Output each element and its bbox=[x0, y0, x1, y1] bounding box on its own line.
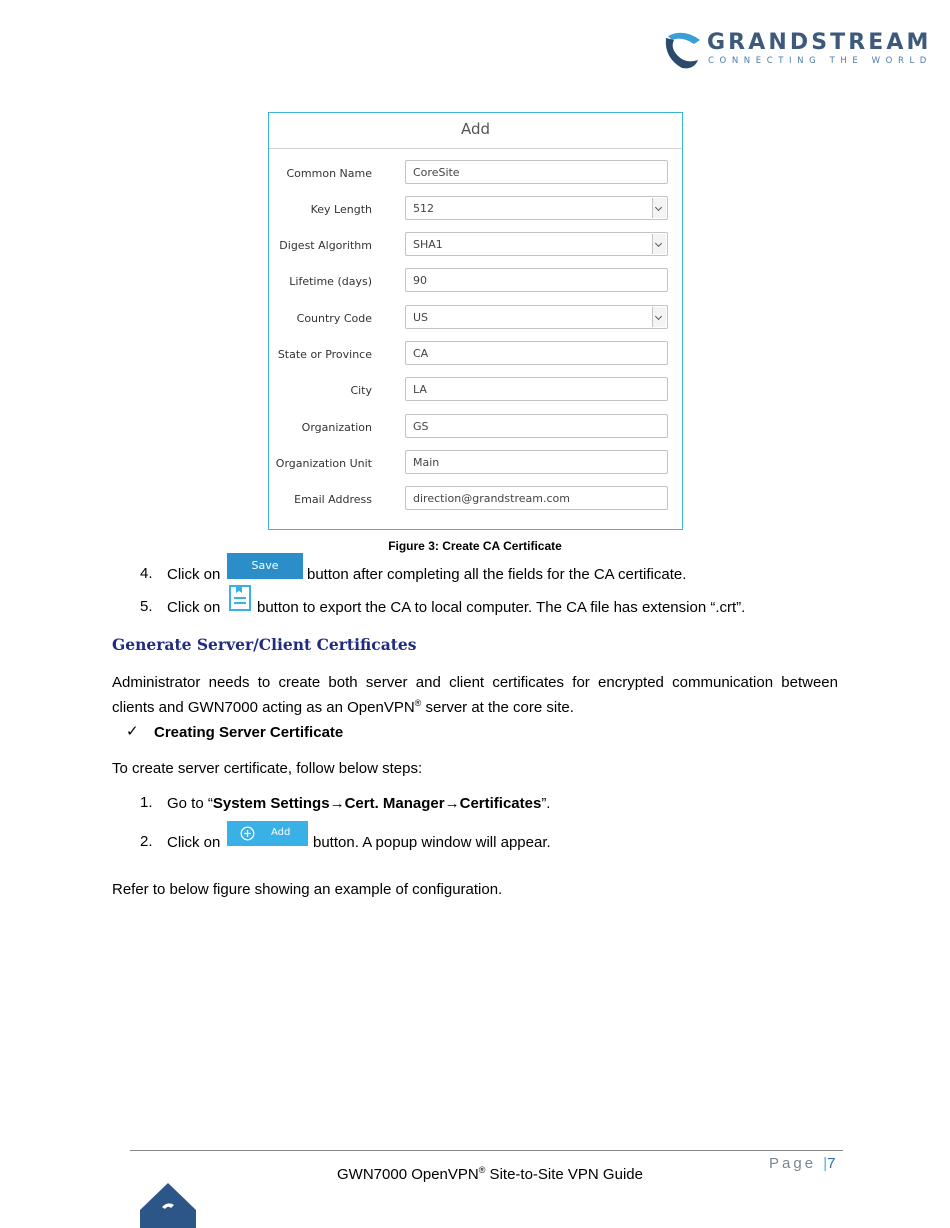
city-value: LA bbox=[413, 383, 427, 396]
lifetime-input[interactable] bbox=[405, 268, 668, 292]
step-number: 2. bbox=[140, 833, 153, 850]
state-row bbox=[269, 341, 682, 367]
organization-unit-label: Organization Unit bbox=[275, 457, 372, 470]
key-length-select[interactable] bbox=[405, 196, 668, 220]
digest-algorithm-value: SHA1 bbox=[413, 238, 443, 251]
digest-algorithm-select[interactable] bbox=[405, 232, 668, 256]
common-name-value: CoreSite bbox=[413, 166, 460, 179]
country-code-value: US bbox=[413, 311, 429, 324]
city-row bbox=[269, 377, 682, 403]
digest-algorithm-row bbox=[269, 232, 682, 258]
grandstream-logo-icon bbox=[664, 30, 702, 70]
email-value: direction@grandstream.com bbox=[413, 492, 570, 505]
step-text: button after completing all the fields for the CA certificate. bbox=[307, 566, 687, 583]
email-input[interactable] bbox=[405, 486, 668, 510]
lifetime-value: 90 bbox=[413, 274, 427, 287]
country-code-row bbox=[269, 305, 682, 331]
export-icon[interactable] bbox=[228, 585, 252, 611]
refer-text: Refer to below figure showing an example of configuration. bbox=[112, 881, 503, 898]
state-value: CA bbox=[413, 347, 429, 360]
page-separator: | bbox=[823, 1155, 828, 1172]
step-text: Click on bbox=[167, 566, 221, 583]
step-text: button. A popup window will appear. bbox=[313, 834, 551, 851]
checkmark-icon: ✓ bbox=[126, 723, 139, 740]
chevron-down-icon[interactable] bbox=[652, 307, 666, 327]
figure-caption: Figure 3: Create CA Certificate bbox=[388, 539, 562, 553]
organization-input[interactable] bbox=[405, 414, 668, 438]
email-label: Email Address bbox=[294, 493, 372, 506]
step-text-part: Go to “ bbox=[167, 795, 213, 812]
arrow-icon: → bbox=[329, 795, 345, 812]
state-label: State or Province bbox=[277, 348, 372, 361]
organization-unit-row bbox=[269, 450, 682, 476]
city-label: City bbox=[350, 384, 372, 397]
add-button-label: Add bbox=[271, 827, 291, 838]
organization-unit-input[interactable] bbox=[405, 450, 668, 474]
common-name-input[interactable] bbox=[405, 160, 668, 184]
chevron-down-icon[interactable] bbox=[652, 198, 666, 218]
step-number: 4. bbox=[140, 565, 153, 582]
step-text: Click on bbox=[167, 834, 221, 851]
footer-divider bbox=[130, 1150, 843, 1151]
to-create-text: To create server certificate, follow below steps: bbox=[112, 760, 423, 777]
check-item-label: Creating Server Certificate bbox=[154, 724, 344, 741]
intro-line-2 bbox=[112, 693, 574, 718]
step-text: Click on bbox=[167, 599, 221, 616]
step-text bbox=[167, 794, 550, 814]
menu-path-certificates: Certificates bbox=[459, 795, 542, 812]
step-text-part: ”. bbox=[541, 795, 551, 812]
organization-value: GS bbox=[413, 420, 429, 433]
footer-title-text: GWN7000 OpenVPN bbox=[337, 1166, 479, 1183]
registered-mark: ® bbox=[478, 1165, 486, 1175]
section-heading: Generate Server/Client Certificates bbox=[112, 635, 417, 654]
menu-path-cert-manager: Cert. Manager bbox=[344, 795, 445, 812]
chevron-down-icon[interactable] bbox=[652, 234, 666, 254]
lifetime-label: Lifetime (days) bbox=[289, 275, 372, 288]
city-input[interactable] bbox=[405, 377, 668, 401]
page-number bbox=[769, 1155, 835, 1172]
page-num-value: 7 bbox=[827, 1155, 836, 1172]
save-button[interactable]: Save bbox=[227, 553, 303, 579]
dialog-title: Add bbox=[269, 113, 682, 149]
state-input[interactable] bbox=[405, 341, 668, 365]
menu-path-system-settings: System Settings bbox=[212, 795, 330, 812]
arrow-icon: → bbox=[444, 795, 460, 812]
organization-row bbox=[269, 414, 682, 440]
intro-line-1: Administrator needs to create both server and client certificates for encrypted communication between bbox=[112, 674, 838, 691]
common-name-row bbox=[269, 160, 682, 186]
common-name-label: Common Name bbox=[286, 167, 372, 180]
page-word: Page bbox=[769, 1155, 817, 1172]
footer-logo-icon bbox=[140, 1183, 196, 1228]
plus-circle-icon bbox=[240, 826, 255, 841]
logo-wordmark: GRANDSTREAM bbox=[707, 30, 932, 55]
registered-mark: ® bbox=[414, 698, 422, 708]
step-text: button to export the CA to local computer. The CA file has extension “.crt”. bbox=[257, 599, 746, 616]
add-button[interactable] bbox=[227, 821, 308, 846]
organization-unit-value: Main bbox=[413, 456, 440, 469]
logo-tagline: CONNECTING THE WORLD bbox=[708, 56, 932, 66]
digest-algorithm-label: Digest Algorithm bbox=[279, 239, 372, 252]
footer-title-text: Site-to-Site VPN Guide bbox=[485, 1166, 643, 1183]
intro-text: server at the core site. bbox=[421, 699, 574, 716]
key-length-row bbox=[269, 196, 682, 222]
step-number: 1. bbox=[140, 794, 153, 811]
email-row bbox=[269, 486, 682, 512]
country-code-label: Country Code bbox=[296, 312, 372, 325]
organization-label: Organization bbox=[301, 421, 372, 434]
intro-text: clients and GWN7000 acting as an OpenVPN bbox=[112, 699, 415, 716]
grandstream-logo bbox=[664, 30, 932, 72]
country-code-select[interactable] bbox=[405, 305, 668, 329]
key-length-label: Key Length bbox=[310, 203, 372, 216]
lifetime-row bbox=[269, 268, 682, 294]
add-certificate-dialog bbox=[268, 112, 683, 530]
step-number: 5. bbox=[140, 598, 153, 615]
key-length-value: 512 bbox=[413, 202, 434, 215]
